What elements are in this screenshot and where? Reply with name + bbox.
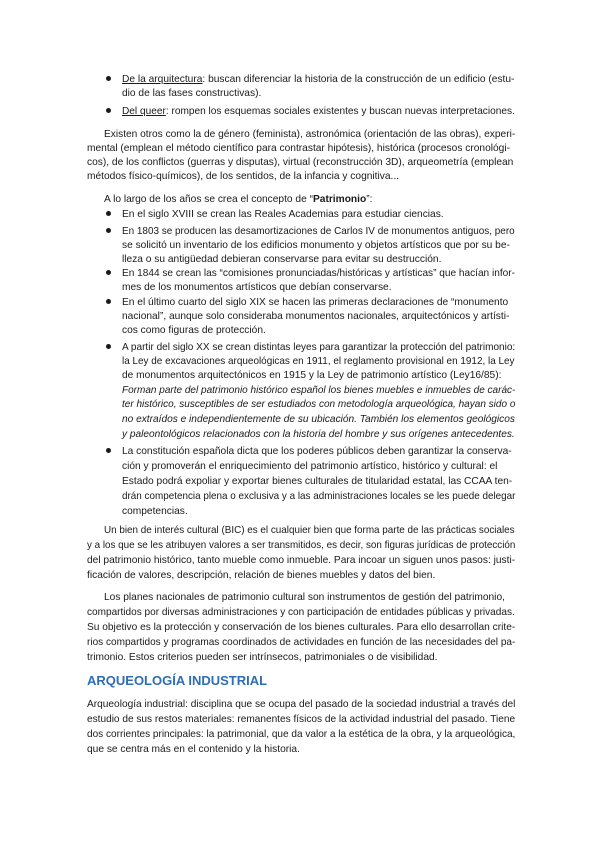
bullet-icon (106, 108, 111, 113)
paragraph-line: métodos físico-químicos), de los sentidos, de la infancia y cognitiva... (87, 171, 400, 182)
bullet-icon (106, 211, 111, 216)
list-item-cont: cos como figuras de protección. (122, 325, 266, 336)
list-item-cont: drán competencia plena o exclusiva y a las administraciones locales se les puede delegar (122, 491, 516, 502)
list-item-cont: Estado podrá expoliar y exportar bienes culturales de titularidad estatal, las CCAA ten- (122, 476, 513, 487)
list-item: En el siglo XVIII se crean las Reales Academias para estudiar ciencias. (122, 209, 444, 220)
list-item-cont: ción y promoverán el enriquecimiento del patrimonio artístico, histórico y cultural: el (122, 461, 498, 472)
paragraph-line: dos corrientes principales: la patrimonial, que da valor a la estética de la obra, y la arqueológica, (87, 729, 516, 740)
list-item: De la arquitectura: buscan diferenciar la historia de la construcción de un edificio (estu- (122, 74, 515, 85)
list-item-cont: dio de las fases constructivas). (122, 88, 262, 99)
paragraph-line: rios compartidos y programas coordinados de actividades en función de las necesidades del pa- (87, 637, 516, 648)
list-item: En 1803 se producen las desamortizaciones de Carlos IV de monumentos antiguos, pero (122, 226, 515, 237)
paragraph-line: trimonio. Estos criterios pueden ser intrínsecos, patrimoniales o de visibilidad. (87, 652, 438, 663)
paragraph-line: Los planes nacionales de patrimonio cultural son instrumentos de gestión del patrimonio, (104, 592, 505, 603)
list-item-cont: lleza o su antigüedad debieran conservarse para evitar su destrucción. (122, 254, 442, 265)
paragraph-line: y a los que se les atribuyen valores a ser transmitidos, es decir, son figuras jurídicas de protección (87, 540, 516, 551)
paragraph-line: Su objetivo es la protección y conservación de los bienes culturales. Para ello desarrollan crite- (87, 622, 516, 633)
paragraph-line: compartidos por diversas administraciones y con participación de entidades públicas y privadas. (87, 607, 515, 618)
list-item-cont: la Ley de excavaciones arqueológicas en 1911, el reglamento provisional en 1912, la Ley (122, 356, 515, 367)
list-item: En el último cuarto del siglo XIX se hacen las primeras declaraciones de “monumento (122, 297, 509, 308)
bullet-icon (106, 299, 111, 304)
law-quote-line: Forman parte del patrimonio histórico español los bienes muebles e inmuebles de carác- (122, 385, 516, 396)
paragraph-line: Un bien de interés cultural (BIC) es el cualquier bien que forma parte de las prácticas sociales (104, 525, 515, 536)
paragraph-line: del patrimonio histórico, tanto mueble como inmueble. Para incoar un siguen unos pasos: justi- (87, 555, 516, 566)
bullet-icon (106, 76, 111, 81)
paragraph-line: cos), de los conflictos (guerras y disputas), virtual (reconstrucción 3D), arqueometría (emplean (87, 157, 514, 168)
list-item: Del queer: rompen los esquemas sociales existentes y buscan nuevas interpretaciones. (122, 106, 515, 117)
link-arquitectura[interactable]: De la arquitectura (122, 74, 203, 85)
list-item: A partir del siglo XX se crean distintas leyes para garantizar la protección del patrimonio: (122, 342, 516, 353)
paragraph-line: que se centra más en el contenido y la historia. (87, 744, 300, 755)
list-item: La constitución española dicta que los poderes públicos deben garantizar la conserva- (122, 446, 512, 457)
paragraph-line: Existen otros como la de género (feminista), astronómica (orientación de las obras), experi- (104, 129, 516, 140)
paragraph-line: estudio de sus restos materiales: remanentes físicos de la actividad industrial del pasado. Tiene (87, 714, 516, 725)
paragraph-line: ficación de valores, descripción, relación de bienes muebles y datos del bien. (87, 570, 436, 581)
paragraph-line: Arqueología industrial: disciplina que se ocupa del pasado de la sociedad industrial a través del (87, 699, 516, 710)
list-item-cont: competencias. (122, 506, 188, 517)
list-item-cont: mes de los monumentos artísticos que debían conservarse. (122, 282, 392, 293)
bullet-icon (106, 228, 111, 233)
law-quote-line: ter histórico, susceptibles de ser estudiados con metodología arqueológica, hayan sido o (122, 399, 516, 410)
law-quote-line: no extraídos e independientemente de su ubicación. También los elementos geológicos (122, 414, 515, 425)
link-queer[interactable]: Del queer (122, 106, 166, 117)
patrimonio-intro: A lo largo de los años se crea el concepto de “Patrimonio”: (104, 194, 373, 205)
list-item-cont: se solicitó un inventario de los edificios monumento y objetos artísticos que por su be- (122, 240, 510, 251)
list-item-cont: nacional”, aunque solo consideraba monumentos nacionales, arquitectónicos y artísti- (122, 311, 510, 322)
section-heading: ARQUEOLOGÍA INDUSTRIAL (87, 673, 268, 688)
law-quote-line: y paleontológicos relacionados con la historia del hombre y sus orígenes antecedentes. (122, 429, 515, 440)
bullet-icon (106, 344, 111, 349)
paragraph-line: mental (emplean el método científico para contrastar hipótesis), histórica (procesos cronológi- (87, 143, 510, 154)
list-item-cont: de monumentos arquitectónicos en 1915 y la Ley de patrimonio artístico (Ley16/85): (122, 370, 502, 381)
bullet-icon (106, 270, 111, 275)
bullet-icon (106, 448, 111, 453)
list-item: En 1844 se crean las “comisiones pronunciadas/históricas y artísticas” que hacían infor- (122, 268, 515, 279)
